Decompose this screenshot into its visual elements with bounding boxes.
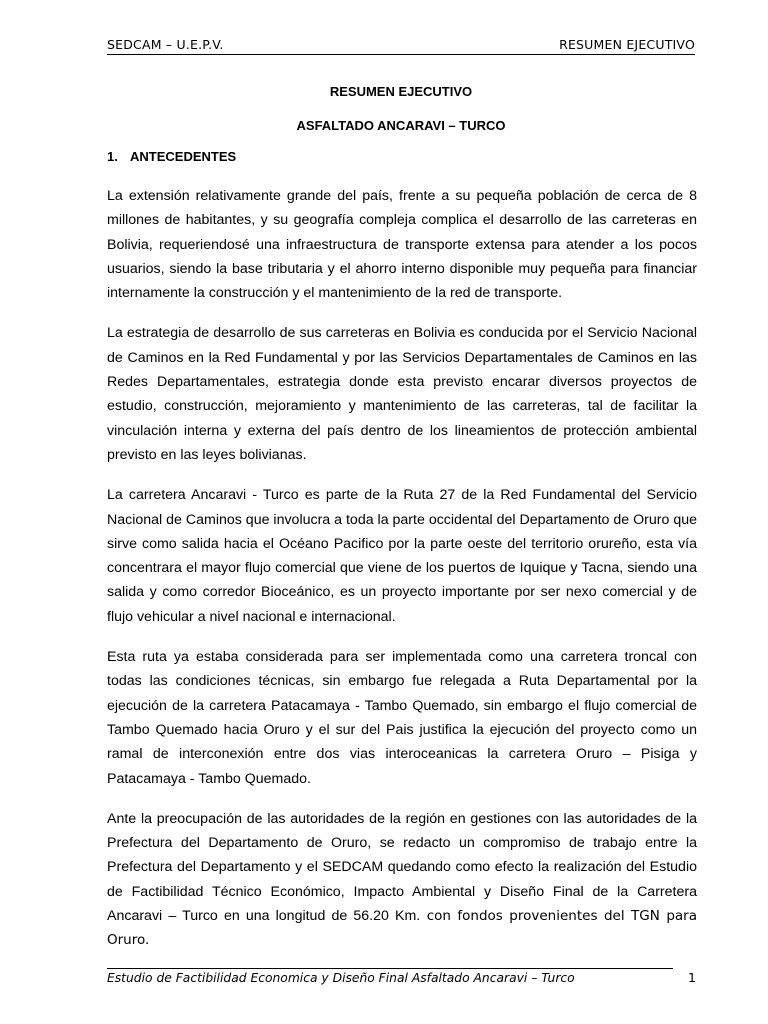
document-subtitle: ASFALTADO ANCARAVI – TURCO (296, 118, 506, 133)
document-title: RESUMEN EJECUTIVO (329, 84, 473, 99)
paragraph: La estrategia de desarrollo de sus carreteras en Bolivia es conducida por el Servicio Nacional de Caminos en la Red Fundamental y por las Servicios Departamentales de Caminos en las Redes Departamentales, estrategia donde esta previsto encarar diversos proyectos de estudio, construcción, mejoramiento y mantenimiento de las carreteras, tal de facilitar la vinculación interna y externa del país dentro de los lineamientos de protección ambiental previsto en las leyes bolivianas. (107, 325, 697, 463)
page-header (107, 36, 695, 55)
paragraph: La carretera Ancaravi - Turco es parte de la Ruta 27 de la Red Fundamental del Servicio Nacional de Caminos que involucra a toda la parte occidental del Departamento de Oruro que sirve como salida hacia el Océano Pacifico por la parte oeste del territorio orureño, esta vía concentrara el mayor flujo comercial que viene de los puertos de Iquique y Tacna, siendo una salida y como corredor Bioceánico, es un proyecto importante por ser nexo comercial y de flujo vehicular a nivel nacional e internacional. (107, 487, 697, 625)
paragraph-main-text: Ante la preocupación de las autoridades de la región en gestiones con las autoridades de la Prefectura del Departamento de Oruro, se redacto un compromiso de trabajo entre la Prefectura del Departamento y el SEDCAM quedando como efecto la realización del Estudio de Factibilidad Técnico Económico, Impacto Ambiental y Diseño Final de la Carretera Ancaravi – Turco en una longitud de 56.20 Km. (107, 810, 697, 925)
paragraph (107, 807, 697, 953)
header-left-text: SEDCAM – U.E.P.V. (107, 37, 224, 52)
section-heading (107, 149, 236, 164)
section-number: 1. (107, 149, 118, 164)
page-number: 1 (688, 970, 696, 985)
footer-divider (107, 968, 673, 969)
footer-text: Estudio de Factibilidad Economica y Diseño Final Asfaltado Ancaravi – Turco (107, 971, 575, 985)
header-right-text: RESUMEN EJECUTIVO (559, 37, 695, 52)
paragraph: La extensión relativamente grande del país, frente a su pequeña población de cerca de 8 millones de habitantes, y su geografía compleja complica el desarrollo de las carreteras en Bolivia, requeriendosé una infraestructura de transporte extensa para atender a los pocos usuarios, siendo la base tributaria y el ahorro interno disponible muy pequeña para financiar internamente la construcción y el mantenimiento de la red de transporte. (107, 188, 697, 302)
paragraph: Esta ruta ya estaba considerada para ser implementada como una carretera troncal con todas las condiciones técnicas, sin embargo fue relegada a Ruta Departamental por la ejecución de la carretera Patacamaya - Tambo Quemado, sin embargo el flujo comercial de Tambo Quemado hacia Oruro y el sur del Pais justifica la ejecución del proyecto como un ramal de interconexión entre dos vias interoceanicas la carretera Oruro – Pisiga y Patacamaya - Tambo Quemado. (107, 649, 697, 787)
paragraph-tail-text: con fondos provenientes del TGN para Oruro. (107, 908, 697, 949)
body-text (107, 184, 697, 969)
section-title: ANTECEDENTES (130, 149, 237, 164)
